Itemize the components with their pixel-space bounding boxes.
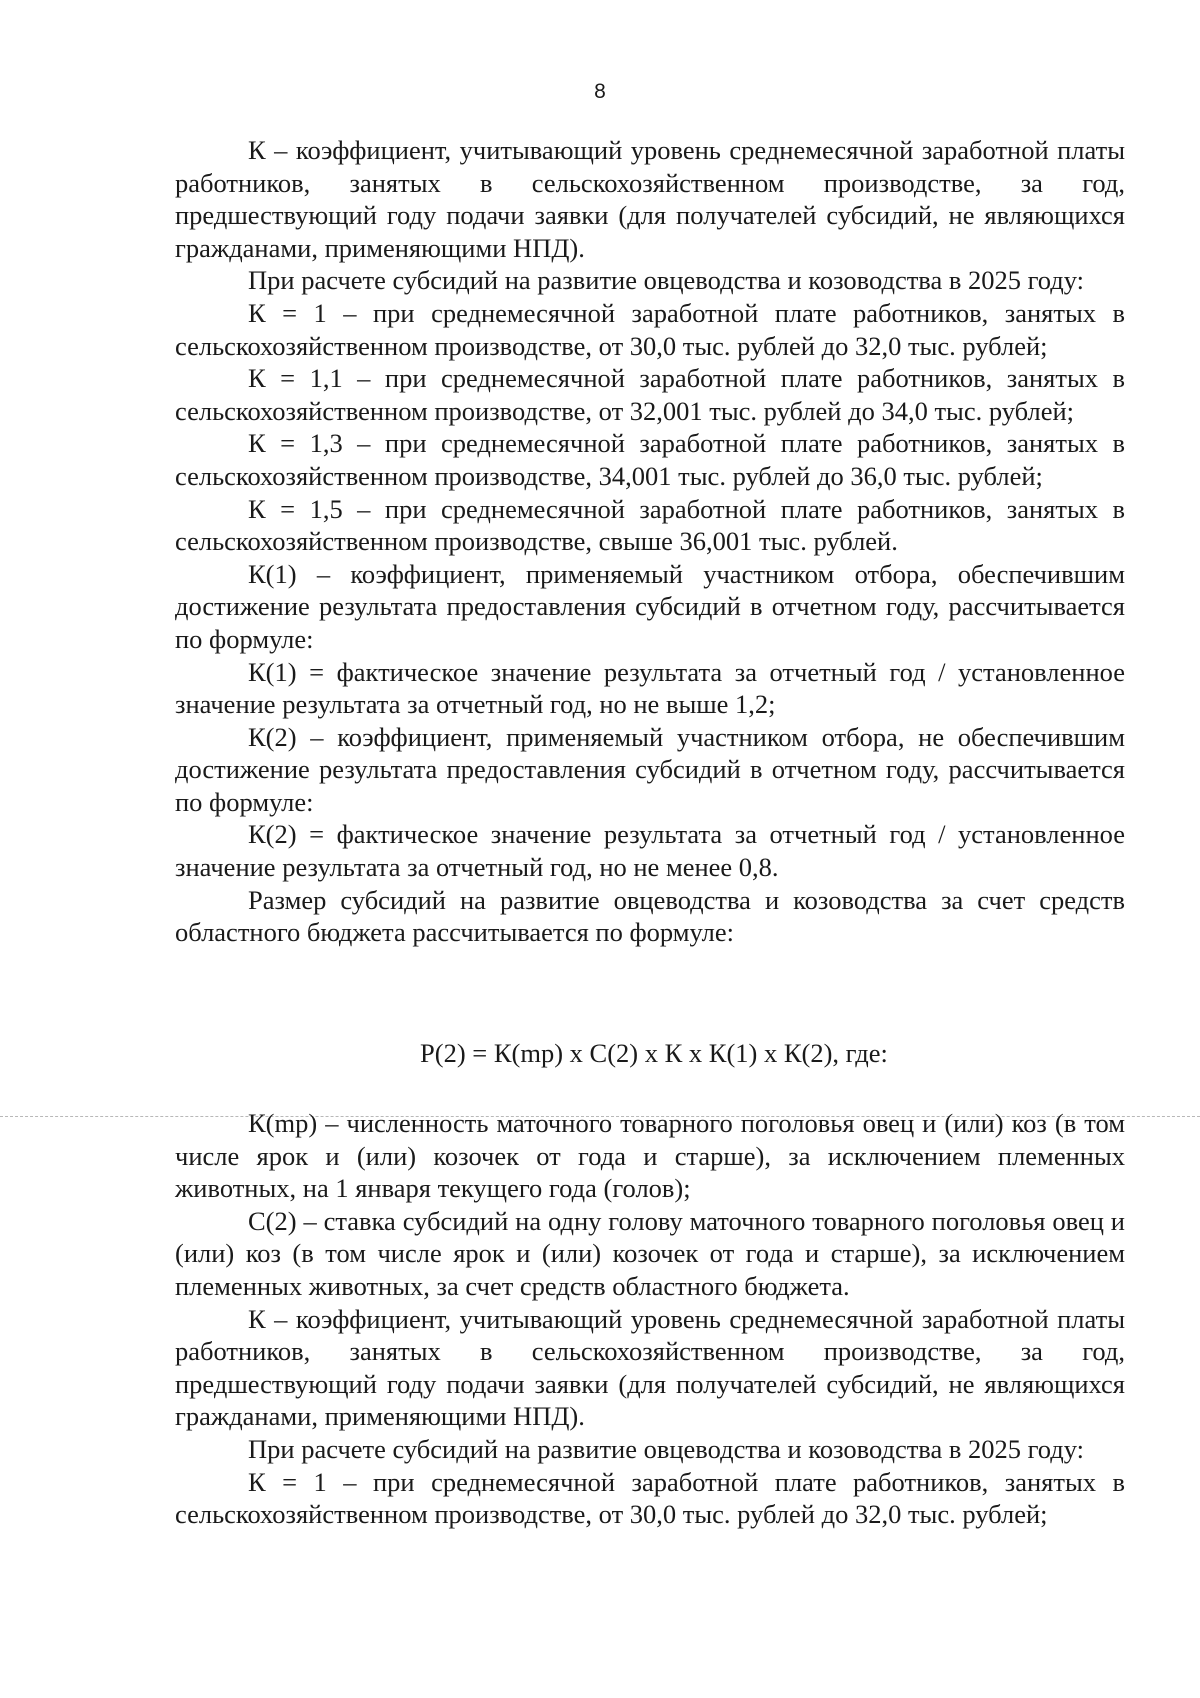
paragraph-c2-definition: С(2) – ставка субсидий на одну голову маточного товарного поголовья овец и (или) коз (в том числе ярок и (или) козочек от года и старше), за исключением племенных животных, за счет средств областного бюджета.: [175, 1205, 1125, 1301]
paragraph-k-coefficient: К – коэффициент, учитывающий уровень среднемесячной заработной платы работников, занятых в сельскохозяйственном производстве, за год, предшествующий году подачи заявки (для получателей субсидий, не являющихся гражданами, применяющими НПД).: [175, 135, 1125, 263]
text-block-top: [175, 134, 1125, 949]
paragraph-k-1: К = 1 – при среднемесячной заработной плате работников, занятых в сельскохозяйственном производстве, от 30,0 тыс. рублей до 32,0 тыс. рублей;: [175, 297, 1125, 361]
paragraph-k2-formula: К(2) = фактическое значение результата за отчетный год / установленное значение результата за отчетный год, но не менее 0,8.: [175, 819, 1125, 883]
paragraph-k-1-3: К = 1,3 – при среднемесячной заработной плате работников, занятых в сельскохозяйственном производстве, 34,001 тыс. рублей до 36,0 тыс. рублей;: [175, 428, 1125, 491]
paragraph-k1-definition: К(1) – коэффициент, применяемый участником отбора, обеспечившим достижение результата предоставления субсидий в отчетном году, рассчитывается по формуле:: [175, 558, 1125, 654]
paragraph-subsidy-size: Размер субсидий на развитие овцеводства и козоводства за счет средств областного бюджета рассчитывается по формуле:: [175, 884, 1125, 948]
paragraph-k-1-1: К = 1,1 – при среднемесячной заработной плате работников, занятых в сельскохозяйственном производстве, от 32,001 тыс. рублей до 34,0 тыс. рублей;: [175, 363, 1125, 426]
page-number: 8: [594, 80, 606, 103]
paragraph-k-1-5: К = 1,5 – при среднемесячной заработной плате работников, занятых в сельскохозяйственном производстве, свыше 36,001 тыс. рублей.: [175, 493, 1125, 557]
subsidy-formula: Р(2) = К(mp) x С(2) x К x К(1) x К(2), где:: [420, 1038, 888, 1068]
paragraph-calc-2025: При расчете субсидий на развитие овцеводства и козоводства в 2025 году:: [248, 265, 1085, 296]
text-block-bottom: [175, 1107, 1125, 1531]
paragraph-k2-definition: К(2) – коэффициент, применяемый участником отбора, не обеспечившим достижение результата предоставления субсидий в отчетном году, рассчитывается по формуле:: [175, 721, 1125, 817]
paragraph-k-coefficient-repeat: К – коэффициент, учитывающий уровень среднемесячной заработной платы работников, занятых в сельскохозяйственном производстве, за год, предшествующий году подачи заявки (для получателей субсидий, не являющихся гражданами, применяющими НПД).: [175, 1303, 1125, 1432]
paragraph-calc-2025-repeat: При расчете субсидий на развитие овцеводства и козоводства в 2025 году:: [248, 1433, 1085, 1464]
paragraph-kmp-definition: К(mp) – численность маточного товарного поголовья овец и (или) коз (в том числе ярок и (или) козочек от года и старше), за исключением племенных животных, на 1 января текущего года (голов);: [175, 1108, 1125, 1204]
paragraph-k1-formula: К(1) = фактическое значение результата за отчетный год / установленное значение результата за отчетный год, но не выше 1,2;: [175, 656, 1125, 720]
paragraph-k-1-repeat: К = 1 – при среднемесячной заработной плате работников, занятых в сельскохозяйственном производстве, от 30,0 тыс. рублей до 32,0 тыс. рублей;: [175, 1466, 1125, 1530]
